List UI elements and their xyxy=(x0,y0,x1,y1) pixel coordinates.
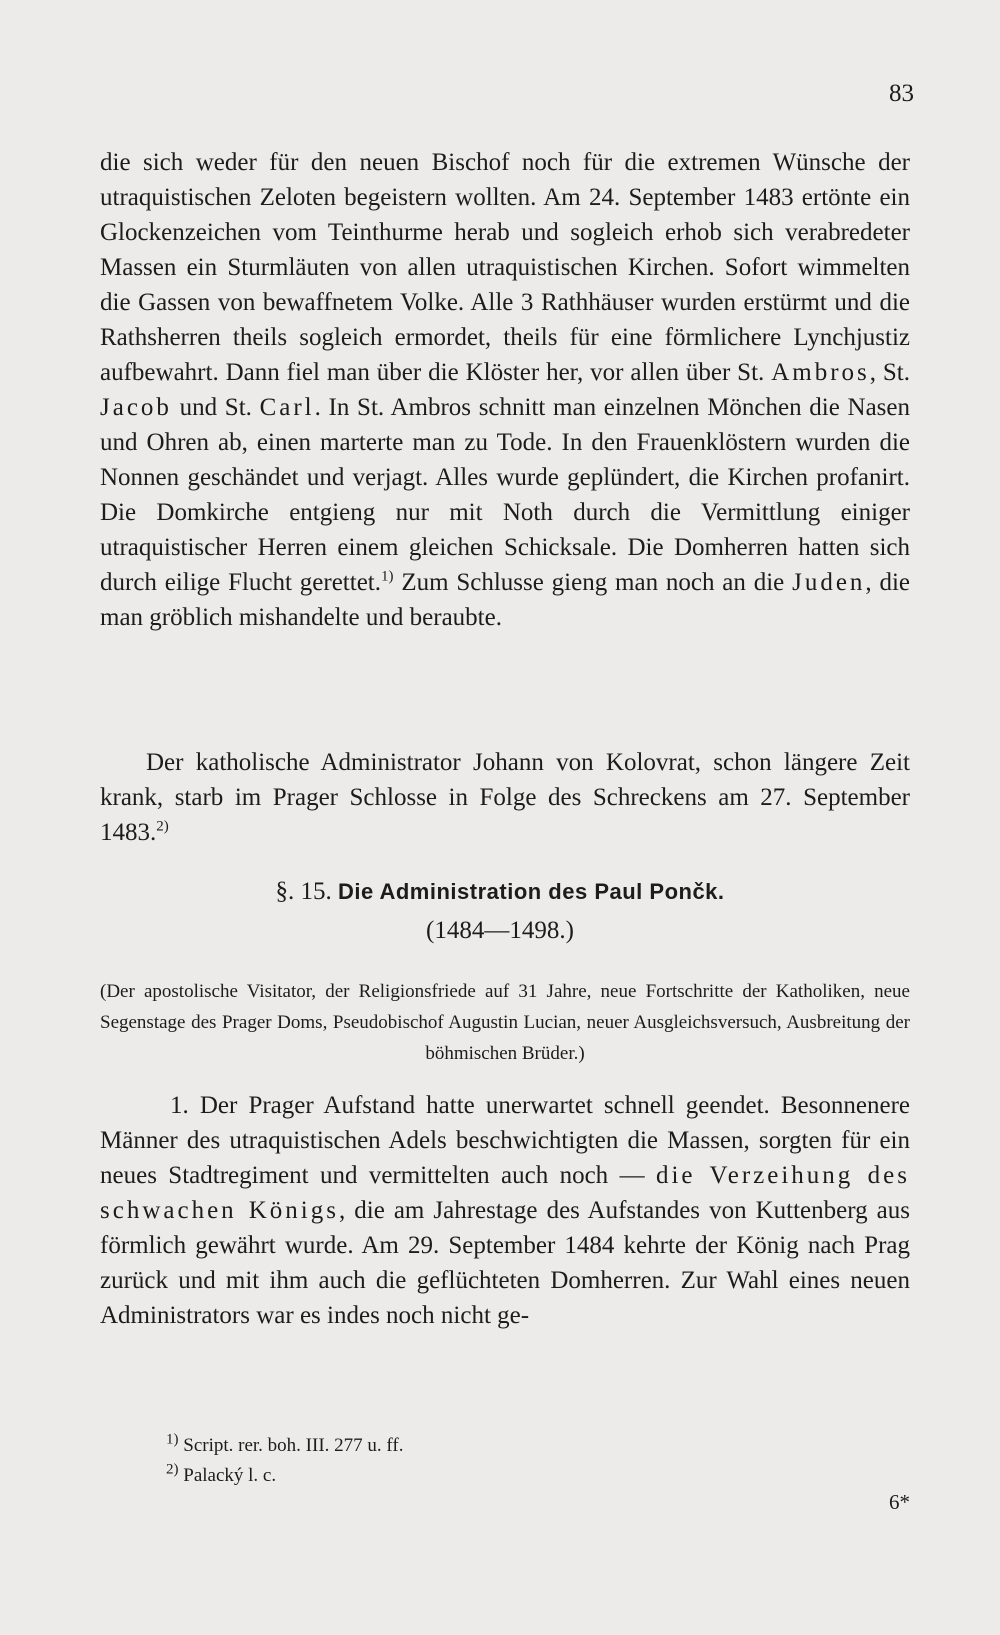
paragraph1-text5: Zum Schlusse gieng man noch an die xyxy=(401,569,785,596)
footnote-2-text: Palacký l. c. xyxy=(183,1465,277,1486)
paragraph1-text2: , St. xyxy=(869,359,911,386)
footnote-1 xyxy=(166,1431,403,1461)
signature-mark: 6* xyxy=(889,1490,910,1514)
paragraph3-text1: 1. Der Prager Aufstand hatte unerwartet schnell geendet. Besonnenere Männer des utraquistischen Adels beschwichtigten die Massen, sorgten für ein neues Stadtregiment und vermittelten auch noch — xyxy=(100,1092,910,1189)
page-number: 83 xyxy=(889,80,914,107)
paragraph-uprising-ended xyxy=(100,1088,910,1333)
paragraph1-spaced-ambros: Ambros xyxy=(771,359,870,386)
paragraph1-text1: die sich weder für den neuen Bischof noch für die extremen Wünsche der utraquistischen Zeloten begeistern wollten. Am 24. September 1483 ertönte ein Glockenzeichen vom Teinthurme herab und sogleich erhob sich verabredeter Massen ein Sturmläuten von allen utraquistischen Kirchen. Sofort wimmelten die Gassen von bewaffnetem Volke. Alle 3 Rathhäuser wurden erstürmt und die Rathsherren theils sogleich ermordet, theils für eine förmlichere Lynchjustiz aufbewahrt. Dann fiel man über die Klöster her, vor allen über St. xyxy=(100,149,910,386)
paragraph2-text: Der katholische Administrator Johann von Kolovrat, schon längere Zeit krank, starb im Prager Schlosse in Folge des Schreckens am 27. September 1483. xyxy=(100,749,910,846)
footnote-1-marker: 1) xyxy=(166,1431,179,1448)
paragraph1-spaced-carl: Carl xyxy=(259,394,315,421)
paragraph1-text3: und St. xyxy=(179,394,252,421)
paragraph1-text4: . In St. Ambros schnitt man einzelnen Mönchen die Nasen und Ohren ab, einen marterte man zu Tode. In den Frauenklöstern wurden die Nonnen geschändet und verjagt. Alles wurde geplündert, die Kirchen profanirt. Die Domkirche entgieng nur mit Noth durch die Vermittlung einiger utraquistischer Herren einem gleichen Schicksale. Die Domherren hatten sich durch eilige Flucht gerettet. xyxy=(100,394,910,596)
footnote-ref-1: 1) xyxy=(381,568,394,585)
section-heading xyxy=(0,878,1000,906)
paragraph-kolovrat-death xyxy=(100,745,910,850)
section-summary: (Der apostolische Visitator, der Religionsfriede auf 31 Jahre, neue Fortschritte der Katholiken, neue Segenstage des Prager Doms, Pseudobischof Augustin Lucian, neuer Ausgleichsversuch, Ausbreitung der böhmischen Brüder.) xyxy=(100,981,910,1064)
paragraph3-spaced: die Verzeihung des schwachen Königs xyxy=(100,1162,911,1224)
paragraph1-text6: , die man gröblich mishandelte und beraubte. xyxy=(100,569,911,631)
paragraph1-spaced-juden: Juden xyxy=(792,569,866,596)
paragraph1-spaced-jacob: Jacob xyxy=(100,394,172,421)
footnote-2-marker: 2) xyxy=(166,1461,179,1478)
footnote-2 xyxy=(166,1461,403,1491)
footnotes xyxy=(166,1431,403,1491)
section-years: (1484—1498.) xyxy=(426,917,574,944)
footnote-1-text: Script. rer. boh. III. 277 u. ff. xyxy=(183,1435,404,1456)
paragraph-prague-uprising xyxy=(100,145,910,635)
paragraph3-text2: , die am Jahrestage des Aufstandes von Kuttenberg aus förmlich gewährt wurde. Am 29. September 1484 kehrte der König nach Prag zurück und mit ihm auch die geflüchteten Domherren. Zur Wahl eines neuen Administrators war es indes noch nicht ge- xyxy=(100,1197,910,1329)
section-number: §. 15. xyxy=(275,878,332,905)
section-title: Die Administration des Paul Pončk. xyxy=(337,879,725,904)
footnote-ref-2: 2) xyxy=(156,818,169,835)
